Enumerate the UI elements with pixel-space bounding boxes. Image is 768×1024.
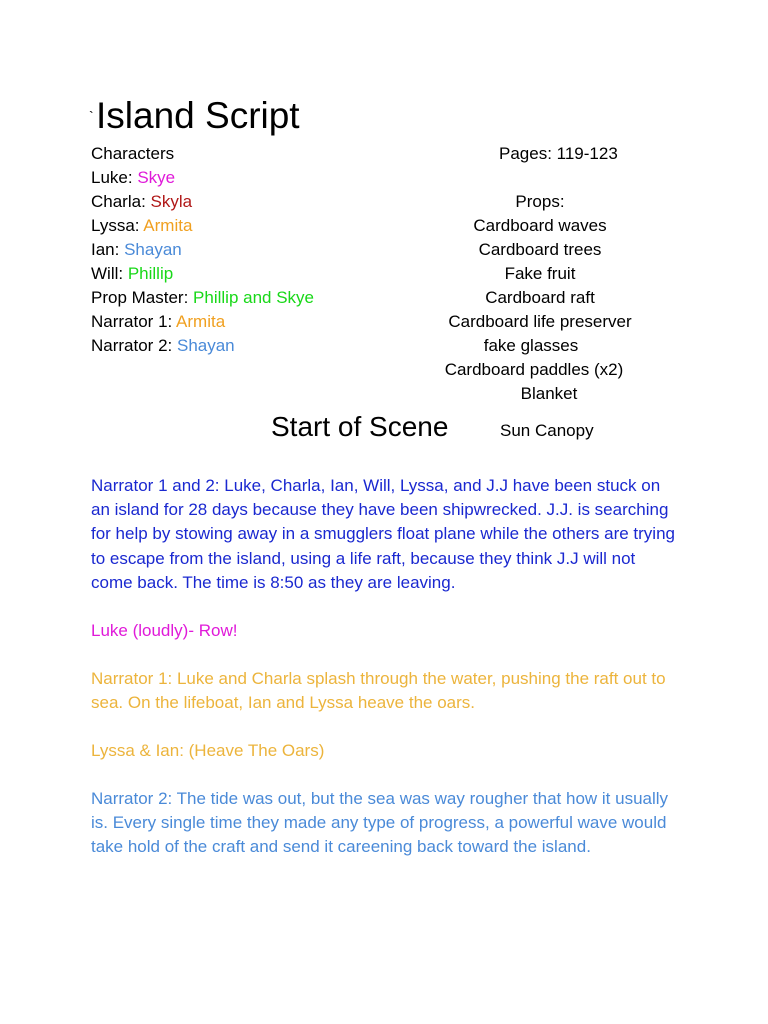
character-line-charla xyxy=(91,190,192,214)
backtick-mark: ` xyxy=(89,108,94,124)
character-line-narrator-2 xyxy=(91,334,235,358)
script-paragraph-narrator-2: Narrator 2: The tide was out, but the sea was way rougher that how it usually is. Every single time they made any type of progress, a powerful wave would take hold of the craft and send it careening back toward the island. xyxy=(91,789,669,857)
script-paragraph-narrators: Narrator 1 and 2: Luke, Charla, Ian, Will, Lyssa, and J.J have been stuck on an island for 28 days because they have been shipwrecked. J.J. is searching for help by stowing away in a smugglers float plane while the others are trying to escape from the island, using a life raft, because they think J.J will not come back. The time is 8:50 as they are leaving. xyxy=(91,476,675,592)
character-line-narrator-1 xyxy=(91,310,225,334)
prop-item: fake glasses xyxy=(483,336,579,355)
actor-name: Armita xyxy=(143,216,193,235)
pages-label: Pages: 119-123 xyxy=(499,144,618,163)
role-label: Luke: xyxy=(91,168,138,187)
prop-item: Cardboard trees xyxy=(478,240,602,259)
role-label: Narrator 2: xyxy=(91,336,177,355)
script-paragraph-luke: Luke (loudly)- Row! xyxy=(91,621,238,640)
page-title: Island Script xyxy=(96,95,300,136)
role-label: Will: xyxy=(91,264,128,283)
role-label: Lyssa: xyxy=(91,216,144,235)
actor-name: Skyla xyxy=(150,192,193,211)
script-paragraph-lyssa-ian: Lyssa & Ian: (Heave The Oars) xyxy=(91,741,325,760)
character-line-ian xyxy=(91,238,182,262)
actor-name: Phillip and Skye xyxy=(193,288,315,307)
prop-item: Fake fruit xyxy=(504,264,576,283)
prop-item-sun-canopy: Sun Canopy xyxy=(500,421,594,440)
character-line-luke xyxy=(91,166,175,190)
script-paragraph-narrator-1: Narrator 1: Luke and Charla splash through the water, pushing the raft out to sea. On the lifeboat, Ian and Lyssa heave the oars. xyxy=(91,669,666,713)
character-line-lyssa xyxy=(91,214,192,238)
character-line-prop-master xyxy=(91,286,314,310)
actor-name: Phillip xyxy=(127,264,174,283)
start-of-scene-heading: Start of Scene xyxy=(271,411,449,442)
character-line-will xyxy=(91,262,173,286)
prop-item: Cardboard raft xyxy=(485,288,595,307)
characters-heading: Characters xyxy=(91,144,175,163)
role-label: Narrator 1: xyxy=(91,312,177,331)
actor-name: Shayan xyxy=(176,336,235,355)
actor-name: Armita xyxy=(176,312,226,331)
prop-item: Cardboard life preserver xyxy=(448,312,632,331)
prop-item: Cardboard paddles (x2) xyxy=(444,360,624,379)
props-heading: Props: xyxy=(515,192,565,211)
role-label: Charla: xyxy=(91,192,151,211)
prop-item: Cardboard waves xyxy=(473,216,607,235)
role-label: Prop Master: xyxy=(91,288,194,307)
prop-item: Blanket xyxy=(520,384,578,403)
actor-name: Skye xyxy=(137,168,176,187)
role-label: Ian: xyxy=(91,240,125,259)
actor-name: Shayan xyxy=(124,240,182,259)
